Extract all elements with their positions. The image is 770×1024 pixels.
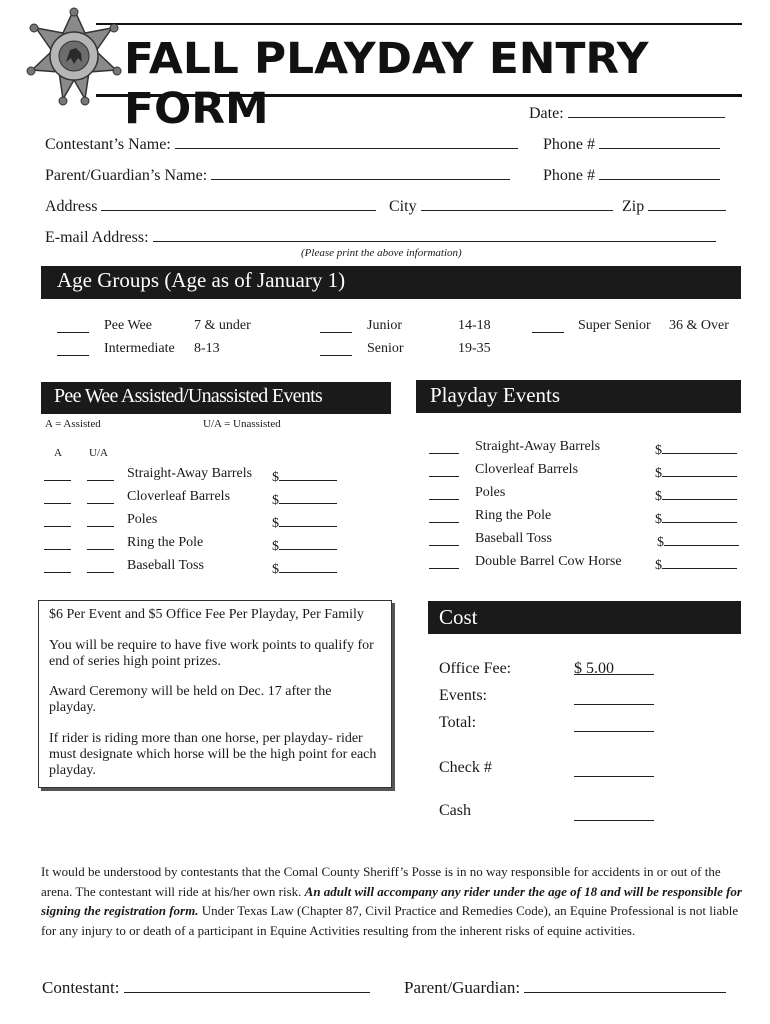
address-field[interactable] [45, 196, 376, 216]
header-top-rule [96, 23, 742, 25]
unassisted-entry[interactable] [87, 535, 114, 550]
office-fee-field [574, 660, 654, 678]
playday-event-name: Straight-Away Barrels [475, 439, 601, 454]
parent-phone-field[interactable] [543, 165, 720, 185]
legend-unassisted: U/A = Unassisted [203, 418, 281, 430]
age-groups-heading: Age Groups (Age as of January 1) [57, 268, 346, 292]
check-number-label: Check # [439, 759, 492, 776]
peewee-event-name: Poles [127, 512, 158, 527]
events-total-field[interactable] [574, 690, 654, 710]
parent-name-label: Parent/Guardian’s Name: [45, 167, 208, 184]
playday-event-name: Ring the Pole [475, 508, 552, 523]
email-label: E-mail Address: [45, 229, 149, 246]
age-group-name: Pee Wee [104, 318, 152, 333]
address-label: Address [45, 198, 98, 215]
peewee-events-header [41, 382, 391, 414]
age-group-range: 36 & Over [669, 318, 729, 333]
contestant-signature-label: Contestant: [42, 978, 120, 997]
age-group-name: Junior [367, 318, 402, 333]
work-points-note: You will be require to have five work points to qualify for end of series high point prizes. [49, 638, 374, 669]
age-group-range: 7 & under [194, 318, 251, 333]
cost-header [428, 601, 741, 634]
playday-event-name: Baseball Toss [475, 531, 552, 546]
city-field[interactable] [389, 196, 613, 216]
column-ua-header: U/A [89, 447, 108, 459]
playday-event-fee[interactable]: $ [655, 485, 737, 505]
phone-label: Phone # [543, 167, 595, 184]
zip-label: Zip [622, 198, 645, 215]
sheriff-star-badge-icon [24, 6, 124, 106]
contestant-name-label: Contestant’s Name: [45, 136, 171, 153]
phone-label: Phone # [543, 136, 595, 153]
playday-event-entry[interactable] [429, 531, 459, 546]
parent-signature-field[interactable] [404, 978, 726, 998]
playday-event-entry[interactable] [429, 439, 459, 454]
assisted-entry[interactable] [44, 512, 71, 527]
playday-event-entry[interactable] [429, 462, 459, 477]
check-number-field[interactable] [574, 762, 654, 782]
parent-name-field[interactable] [45, 165, 510, 185]
peewee-event-name: Cloverleaf Barrels [127, 489, 231, 504]
unassisted-entry[interactable] [87, 512, 114, 527]
age-group-name: Super Senior [578, 318, 651, 333]
office-fee-value: $ 5.00 [574, 660, 654, 675]
age-group-name: Intermediate [104, 341, 175, 356]
liability-disclaimer [41, 862, 745, 940]
office-fee-label: Office Fee: [439, 660, 512, 677]
peewee-events-heading: Pee Wee Assisted/Unassisted Events [54, 385, 323, 407]
age-group-name: Senior [367, 341, 404, 356]
playday-event-entry[interactable] [429, 554, 459, 569]
grand-total-field[interactable] [574, 717, 654, 737]
age-group-range: 19-35 [458, 341, 491, 356]
multi-horse-note: If rider is riding more than one horse, per playday- rider must designate which horse will be the high point for each playday. [49, 731, 377, 778]
age-group-intermediate[interactable] [57, 341, 89, 361]
legend-assisted: A = Assisted [45, 418, 101, 430]
contestant-name-field[interactable] [45, 134, 518, 154]
parent-signature-label: Parent/Guardian: [404, 978, 521, 997]
assisted-entry[interactable] [44, 466, 71, 481]
city-label: City [389, 198, 417, 215]
assisted-entry[interactable] [44, 489, 71, 504]
events-total-label: Events: [439, 687, 487, 704]
grand-total-label: Total: [439, 714, 477, 731]
info-box [38, 600, 392, 788]
playday-event-fee[interactable]: $ [655, 554, 737, 574]
playday-event-name: Cloverleaf Barrels [475, 462, 579, 477]
age-group-range: 8-13 [194, 341, 220, 356]
fee-line: $6 Per Event and $5 Office Fee Per Playday, Per Family [49, 607, 364, 622]
peewee-event-fee[interactable]: $ [272, 489, 337, 509]
age-group-senior[interactable] [320, 341, 352, 361]
unassisted-entry[interactable] [87, 466, 114, 481]
peewee-event-name: Straight-Away Barrels [127, 466, 253, 481]
peewee-event-fee[interactable]: $ [272, 466, 337, 486]
age-group-range: 14-18 [458, 318, 491, 333]
playday-event-entry[interactable] [429, 508, 459, 523]
unassisted-entry[interactable] [87, 558, 114, 573]
column-a-header: A [54, 447, 62, 459]
date-label: Date: [529, 105, 564, 122]
assisted-entry[interactable] [44, 535, 71, 550]
email-field[interactable] [45, 227, 716, 247]
assisted-entry[interactable] [44, 558, 71, 573]
playday-event-entry[interactable] [429, 485, 459, 500]
unassisted-entry[interactable] [87, 489, 114, 504]
contestant-signature-field[interactable] [42, 978, 370, 998]
disclaimer-part-1: It would be understood by contestants that the Comal County Sheriff’s Posse is in no way responsible for accidents in or out of the arena. The contestant will ride at his/her own risk. [41, 864, 721, 899]
age-groups-header [41, 266, 741, 299]
age-group-peewee[interactable] [57, 318, 89, 338]
playday-events-heading: Playday Events [430, 383, 561, 407]
playday-event-fee[interactable]: $ [655, 462, 737, 482]
playday-event-name: Poles [475, 485, 506, 500]
age-group-super-senior[interactable] [532, 318, 564, 338]
peewee-event-fee[interactable]: $ [272, 512, 337, 532]
print-note: (Please print the above information) [301, 247, 462, 259]
ceremony-note: Award Ceremony will be held on Dec. 17 after the playday. [49, 684, 332, 715]
playday-event-name: Double Barrel Cow Horse [475, 554, 622, 569]
zip-field[interactable] [622, 196, 726, 216]
peewee-event-name: Ring the Pole [127, 535, 204, 550]
cost-heading: Cost [439, 605, 478, 629]
playday-events-header [416, 380, 741, 413]
peewee-event-fee[interactable]: $ [272, 535, 337, 555]
cash-field[interactable] [574, 806, 654, 826]
peewee-event-name: Baseball Toss [127, 558, 204, 573]
age-group-junior[interactable] [320, 318, 352, 338]
playday-event-fee[interactable]: $ [657, 531, 739, 551]
playday-event-fee[interactable]: $ [655, 508, 737, 528]
disclaimer-adult-requirement: An adult will accompany any rider under the age of 18 and will be responsible for signing the registration form. [41, 883, 742, 918]
peewee-event-fee[interactable]: $ [272, 558, 337, 578]
disclaimer-part-3: Under Texas Law (Chapter 87, Civil Practice and Remedies Code), an Equine Professional is not liable for any injury to or death of a participant in Equine Activities resulting from the inherent risks of equine activities. [41, 903, 739, 938]
cash-label: Cash [439, 802, 471, 819]
playday-event-fee[interactable]: $ [655, 439, 737, 459]
page-title: FALL PLAYDAY ENTRY FORM [124, 34, 649, 134]
contestant-phone-field[interactable] [543, 134, 720, 154]
date-field[interactable] [529, 103, 725, 123]
